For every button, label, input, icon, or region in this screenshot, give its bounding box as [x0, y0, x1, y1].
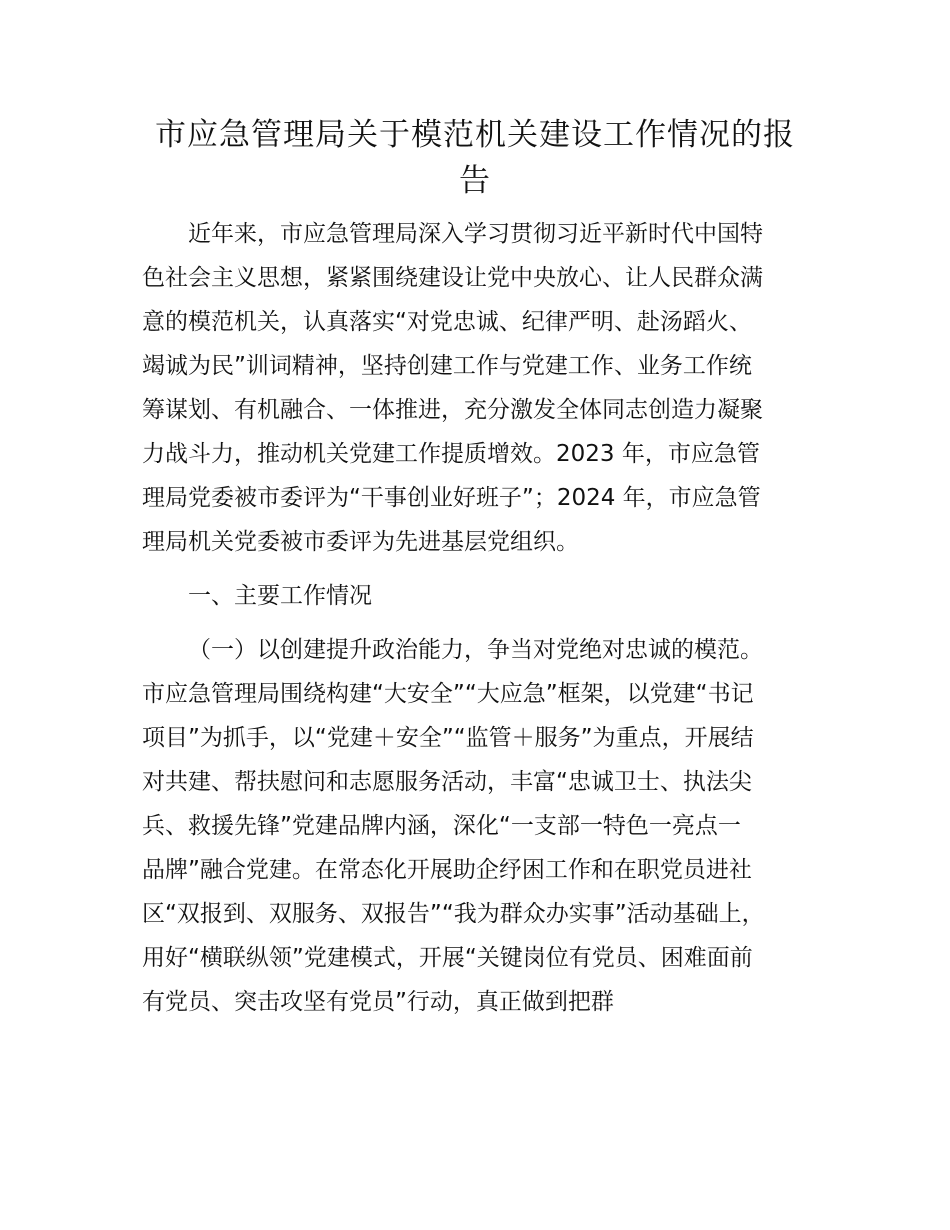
- paragraph-line: 兵、救援先锋”党建品牌内涵，深化“一支部一特色一亮点一: [142, 813, 741, 839]
- subsection-paragraph: [142, 628, 832, 1024]
- paragraph-line: 意的模范机关，认真落实“对党忠诚、纪律严明、赴汤蹈火、: [142, 309, 752, 335]
- paragraph-line: 对共建、帮扶慰问和志愿服务活动，丰富“忠诚卫士、执法尖: [142, 769, 752, 795]
- section-heading: 一、主要工作情况: [188, 583, 372, 609]
- document-body: [142, 212, 832, 1024]
- document-title: [120, 112, 830, 204]
- paragraph-line: 筹谋划、有机融合、一体推进，充分激发全体同志创造力凝聚: [142, 397, 763, 423]
- intro-paragraph: [142, 212, 832, 564]
- title-line-2: 告: [459, 163, 491, 199]
- paragraph-line: 理局机关党委被市委评为先进基层党组织。: [142, 529, 579, 555]
- subsection-heading-line: （一）以创建提升政治能力，争当对党绝对忠诚的模范。: [188, 637, 763, 663]
- paragraph-line: 竭诚为民”训词精神，坚持创建工作与党建工作、业务工作统: [142, 353, 752, 379]
- title-line-1: 市应急管理局关于模范机关建设工作情况的报: [155, 117, 795, 153]
- paragraph-line: 用好“横联纵领”党建模式，开展“关键岗位有党员、困难面前: [142, 945, 753, 971]
- paragraph-line: 有党员、突击攻坚有党员”行动，真正做到把群: [142, 989, 614, 1015]
- paragraph-line: 近年来，市应急管理局深入学习贯彻习近平新时代中国特: [188, 221, 763, 247]
- paragraph-line: 区“双报到、双服务、双报告”“我为群众办实事”活动基础上，: [142, 901, 765, 927]
- paragraph-line: 品牌”融合党建。在常态化开展助企纾困工作和在职党员进社: [142, 857, 752, 883]
- paragraph-line: 理局党委被市委评为“干事创业好班子”；2024 年，市应急管: [142, 485, 761, 511]
- paragraph-line: 力战斗力，推动机关党建工作提质增效。2023 年，市应急管: [142, 441, 760, 467]
- paragraph-line: 项目”为抓手，以“党建＋安全”“监管＋服务”为重点，开展结: [142, 725, 754, 751]
- paragraph-line: 市应急管理局围绕构建“大安全”“大应急”框架，以党建“书记: [142, 681, 754, 707]
- paragraph-line: 色社会主义思想，紧紧围绕建设让党中央放心、让人民群众满: [142, 265, 763, 291]
